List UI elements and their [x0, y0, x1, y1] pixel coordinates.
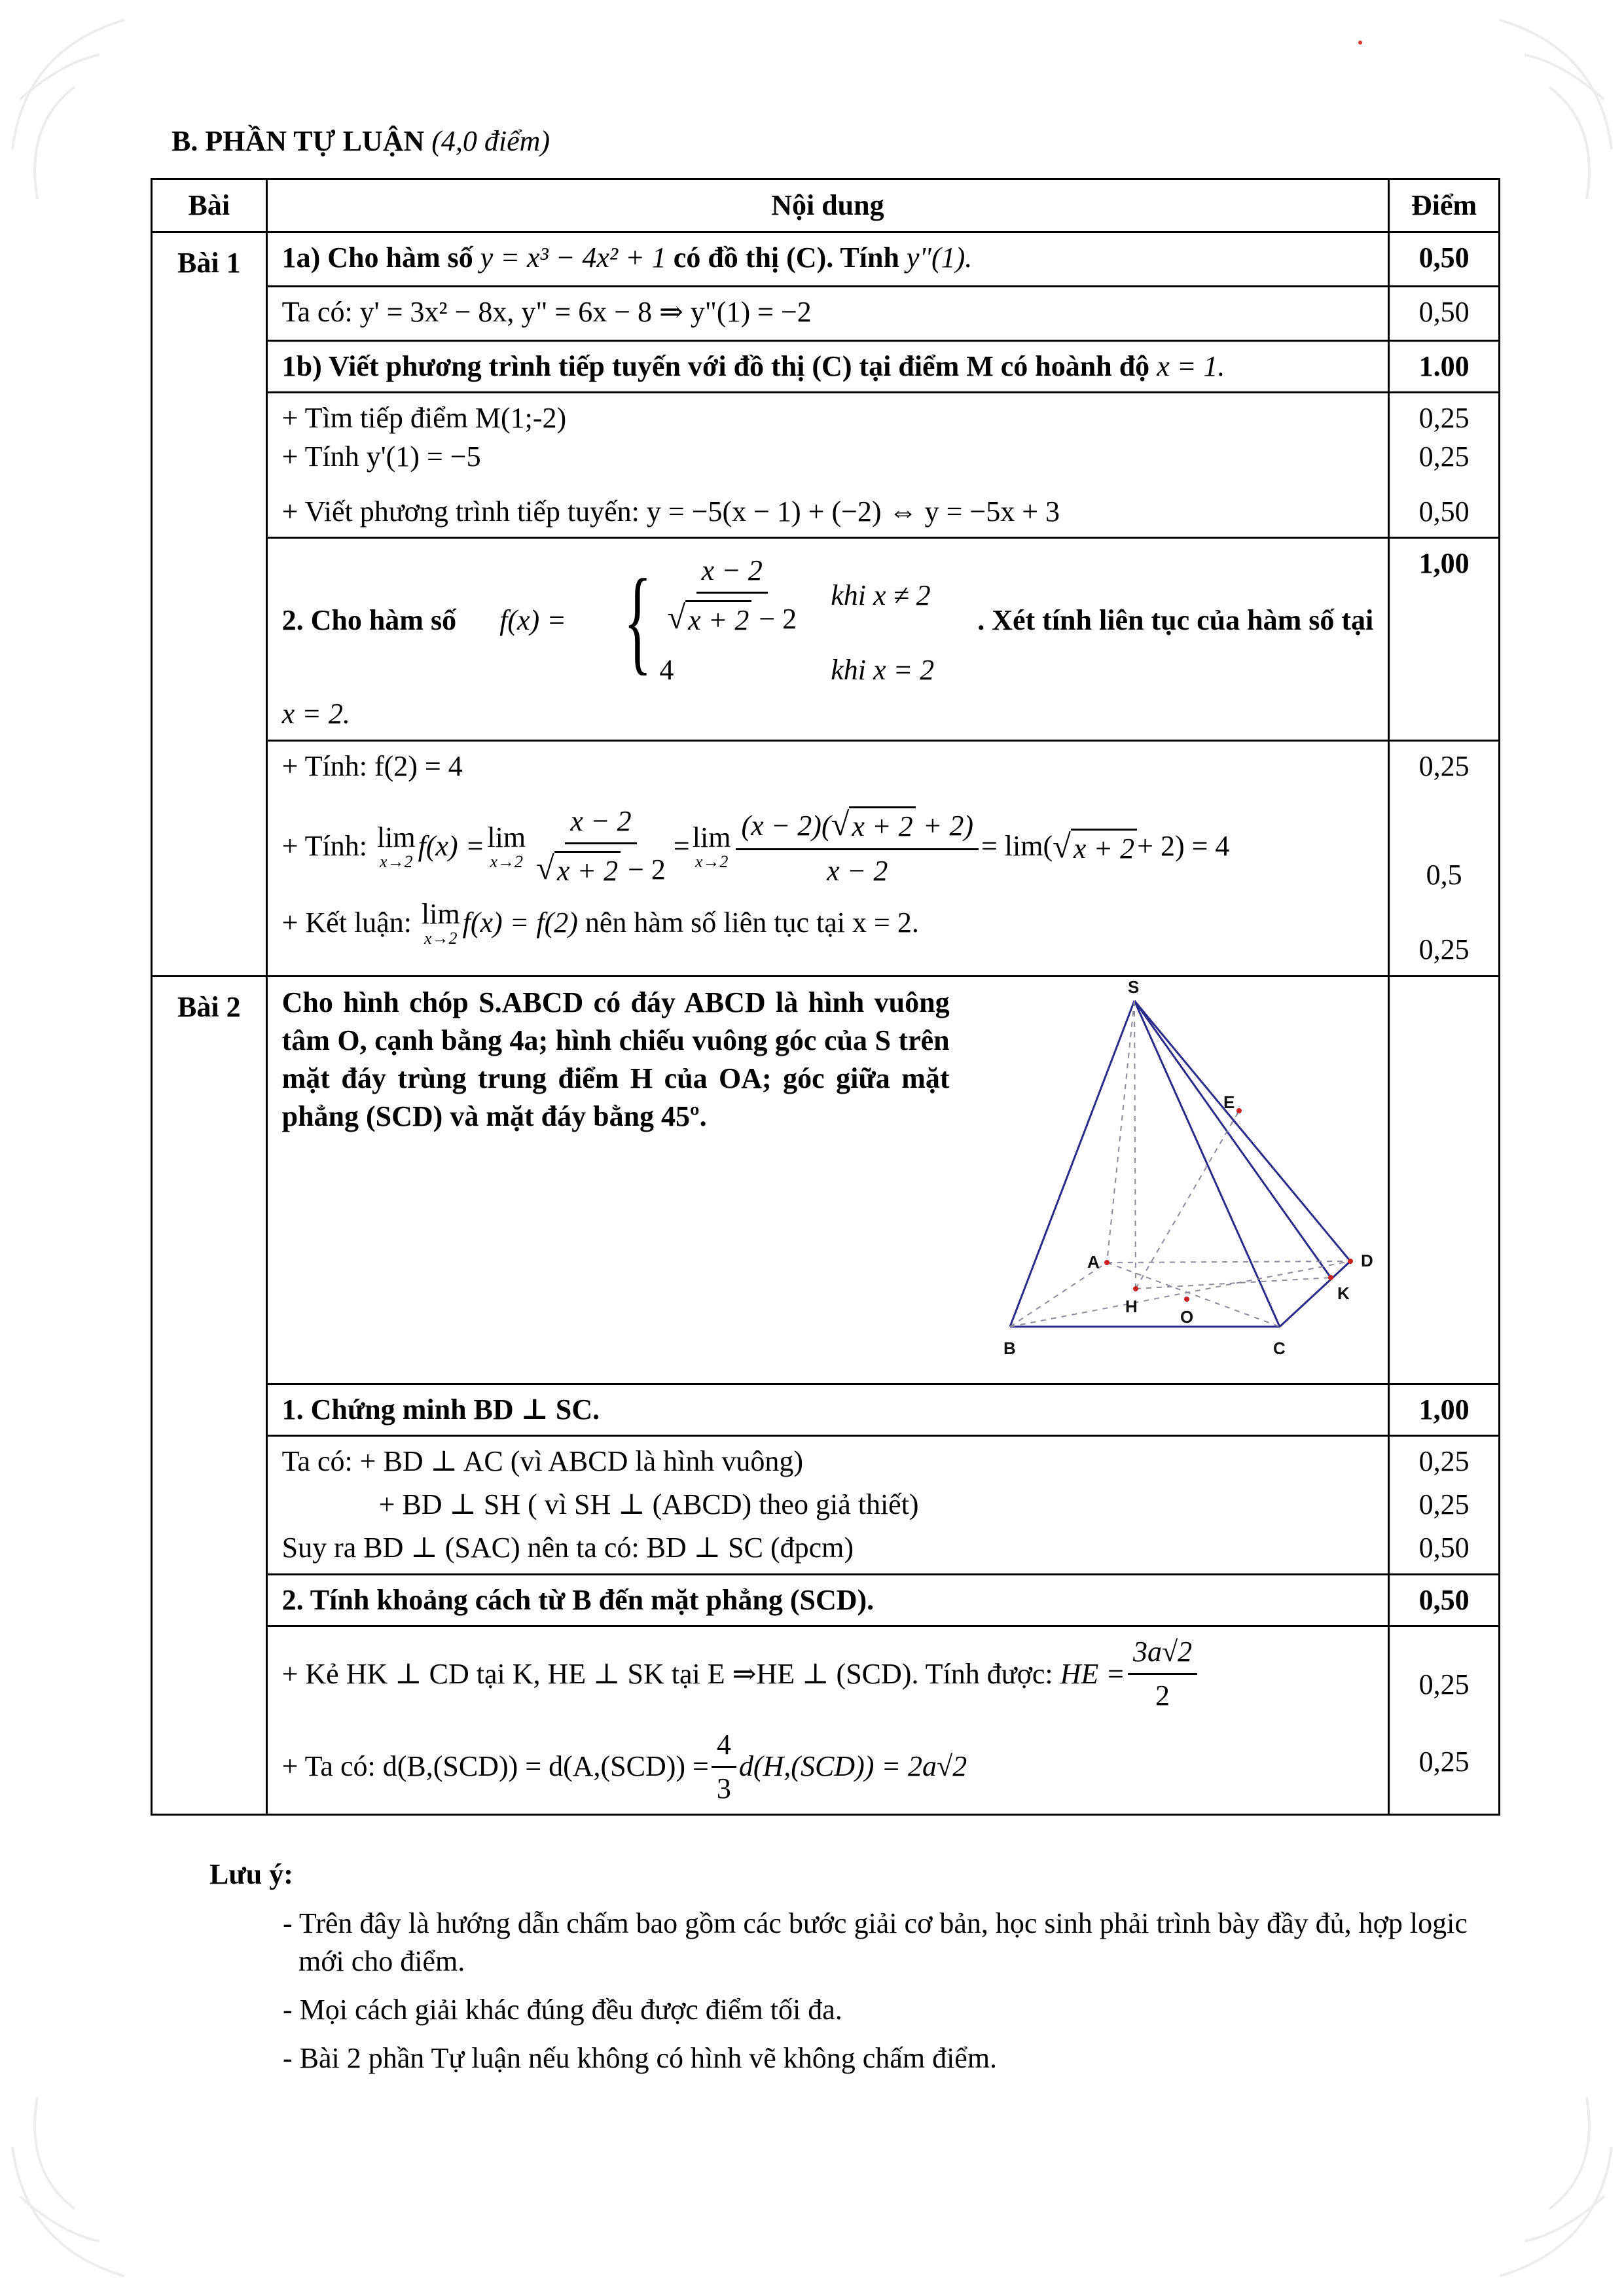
corner-ornament-icon — [0, 2047, 249, 2296]
q1a-points: 0,50 — [1389, 232, 1500, 287]
q1a-title: 1a) Cho hàm số y = x³ − 4x² + 1 có đồ thị (C). Tính y"(1). — [266, 232, 1389, 287]
q2-title: 2. Cho hàm số f(x) = { x − 2 √ x + 2 − 2 khi x ≠ 2 4 khi x = 2 . Xét tính liên tục của hàm số tại x = 2. — [266, 538, 1389, 740]
b2-a2-content: + Kẻ HK ⊥ CD tại K, HE ⊥ SK tại E ⇒HE ⊥ (SCD). Tính được: HE = $\frac{3a√2}{2}$ + Ta có: d(B,(SCD)) = d(A,(SCD)) = $\frac{4}{3}$ d(H,(SCD)) = 2a√2 — [266, 1626, 1389, 1815]
label-K: K — [1337, 1283, 1350, 1303]
pyramid-figure — [990, 980, 1396, 1372]
b2-a2-points: 0,25 0,25 — [1389, 1626, 1500, 1815]
brace-icon: { — [623, 555, 652, 686]
note-item: - Mọi cách giải khác đúng đều được điểm tối đa. — [283, 1994, 842, 2026]
q2-points: 1,00 — [1389, 538, 1500, 740]
b2-q1-title: 1. Chứng minh BD ⊥ SC. — [266, 1384, 1389, 1435]
label-B: B — [1003, 1338, 1016, 1358]
bai-2-label: Bài 2 — [152, 976, 267, 1815]
b2-a1-points: 0,25 0,25 0,50 — [1389, 1435, 1500, 1574]
bai2-problem: Cho hình chóp S.ABCD có đáy ABCD là hình vuông tâm O, cạnh bằng 4a; hình chiếu vuông góc của S trên mặt đáy trùng trung điểm H của OA; góc giữa mặt phẳng (SCD) và mặt đáy bằng 45º. — [281, 986, 950, 1132]
section-title: B. PHẦN TỰ LUẬN (4,0 điểm) — [171, 125, 550, 157]
note-item: - Bài 2 phần Tự luận nếu không có hình vẽ không chấm điểm. — [283, 2042, 998, 2075]
q1b-points: 1.00 — [1389, 341, 1500, 393]
header-bai: Bài — [152, 179, 267, 232]
label-A: A — [1087, 1251, 1100, 1272]
label-D: D — [1360, 1250, 1373, 1270]
bai2-empty-points — [1389, 976, 1500, 1384]
label-H: H — [1125, 1296, 1138, 1316]
a1b-content: + Tìm tiếp điểm M(1;-2) + Tính y'(1) = −5 + Viết phương trình tiếp tuyến: y = −5(x − 1) + (−2) ⇔ y = −5x + 3 — [266, 393, 1389, 538]
q1b-title: 1b) Viết phương trình tiếp tuyến với đồ thị (C) tại điểm M có hoành độ x = 1. — [266, 341, 1389, 393]
label-E: E — [1223, 1092, 1235, 1112]
a2-content: + Tính: f(2) = 4 + Tính: lim x→2 f(x) = lim x→2 x − 2 √ x + 2 − 2 = lim x→2 (x − 2)( √ x + 2 + 2) x − 2 = lim( √ x + 2 + 2) = 4 + Kết luận: lim x→2 f(x) = f(2) nên hàm số liên tục tại x = 2. — [266, 740, 1389, 976]
b2-q1-points: 1,00 — [1389, 1384, 1500, 1435]
label-O: O — [1180, 1306, 1193, 1327]
a1b-points: 0,25 0,25 0,50 — [1389, 393, 1500, 538]
header-diem: Điểm — [1389, 179, 1500, 232]
grading-table — [151, 178, 1500, 1816]
header-noi-dung: Nội dung — [266, 179, 1389, 232]
b2-a1-content: Ta có: + BD ⊥ AC (vì ABCD là hình vuông) + BD ⊥ SH ( vì SH ⊥ (ABCD) theo giả thiết) Suy ra BD ⊥ (SAC) nên ta có: BD ⊥ SC (đpcm) — [266, 1435, 1389, 1574]
bai2-problem-cell — [266, 976, 1389, 1384]
a2-points: 0,25 0,5 0,25 — [1389, 740, 1500, 976]
note-item: - Trên đây là hướng dẫn chấm bao gồm các bước giải cơ bản, học sinh phải trình bày đầy đủ, hợp logic mới cho điểm. — [283, 1907, 1468, 1978]
notes-list — [283, 1905, 1487, 2088]
b2-q2-title: 2. Tính khoảng cách từ B đến mặt phẳng (SCD). — [266, 1574, 1389, 1626]
a1a-points: 0,50 — [1389, 287, 1500, 341]
notes-title: Lưu ý: — [209, 1858, 293, 1890]
a1a-text: Ta có: y' = 3x² − 8x, y" = 6x − 8 ⇒ y"(1) = −2 — [266, 287, 1389, 341]
bai-1-label: Bài 1 — [152, 232, 267, 977]
label-S: S — [1127, 979, 1139, 997]
label-C: C — [1272, 1338, 1286, 1358]
b2-q2-points: 0,50 — [1389, 1574, 1500, 1626]
red-dot-mark — [1358, 41, 1362, 45]
